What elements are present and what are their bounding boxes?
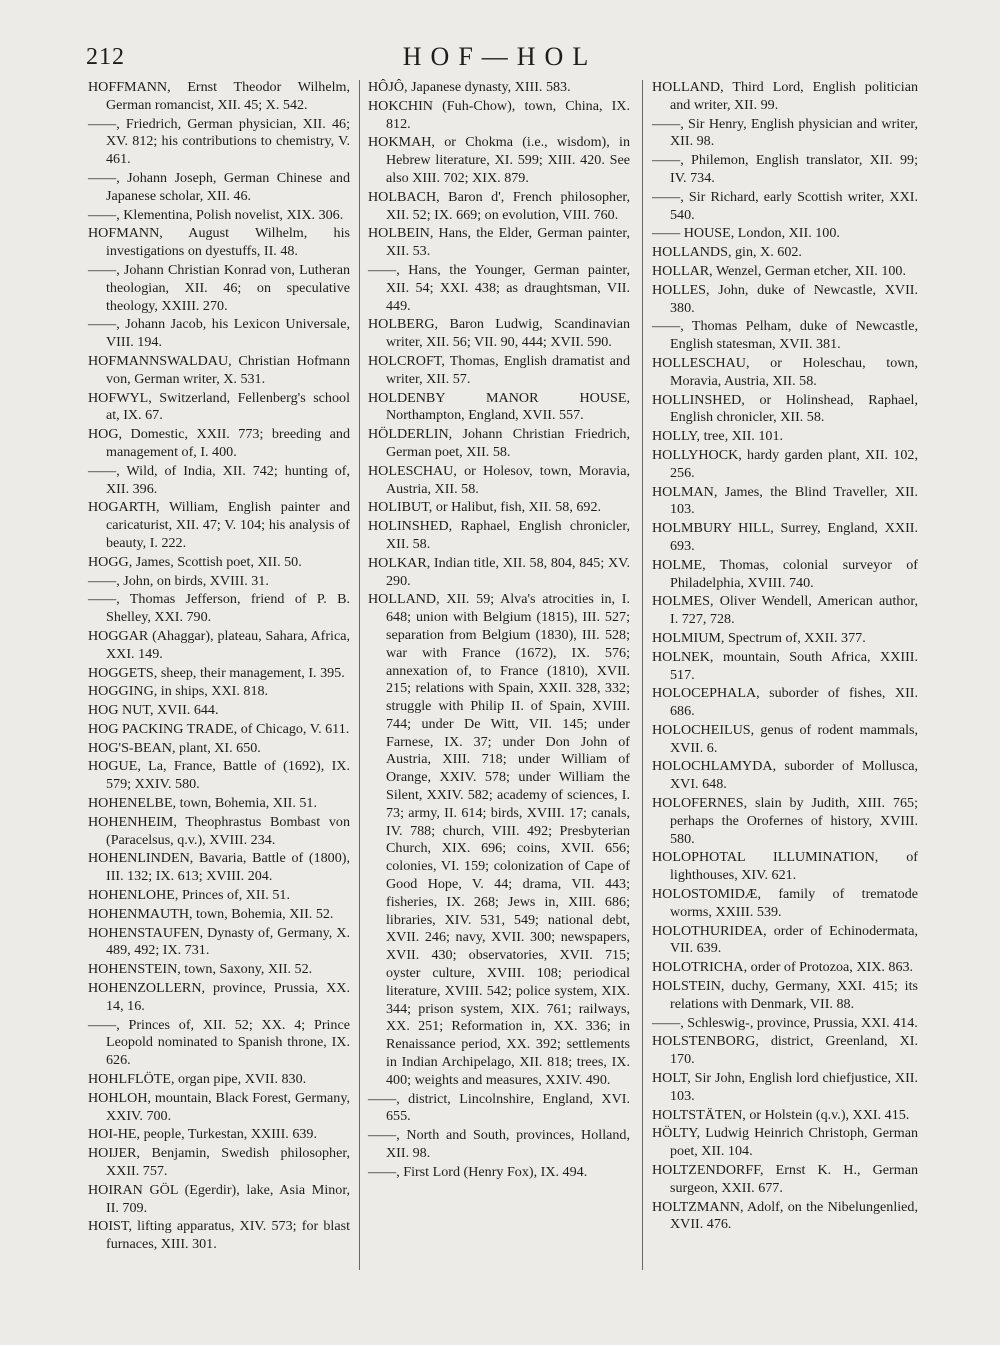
index-entry: HOLIBUT, or Halibut, fish, XII. 58, 692. (368, 499, 602, 516)
index-entry: HOLOCHEILUS, genus of rodent mammals, XVII. 6. (652, 721, 918, 756)
index-entry: HOLOPHOTAL ILLUMINATION, of lighthouses, XIV. 621. (652, 849, 918, 884)
index-entry: ——, Sir Richard, early Scottish writer, XXI. 540. (652, 188, 918, 223)
index-entry: HOG NUT, XVII. 644. (88, 702, 219, 719)
index-entry: —— HOUSE, London, XII. 100. (652, 225, 840, 242)
index-entry: HOIJER, Benjamin, Swedish philosopher, XXII. 757. (88, 1145, 350, 1180)
index-entry: HOFFMANN, Ernst Theodor Wilhelm, German romancist, XII. 45; X. 542. (88, 79, 350, 113)
index-entry: HOGARTH, William, English painter and caricaturist, XII. 47; V. 104; his analysis of beauty, I. 222. (88, 499, 350, 551)
index-entry: HOLOCHLAMYDA, suborder of Mollusca, XVI. 648. (652, 758, 918, 793)
running-head: HOF—HOL (402, 42, 598, 71)
index-entry: HOHENHEIM, Theophrastus Bombast von (Paracelsus, q.v.), XVIII. 234. (88, 813, 350, 848)
index-entry: HOLBEIN, Hans, the Elder, German painter, XII. 53. (368, 225, 630, 260)
index-entry: ——, Johann Joseph, German Chinese and Japanese scholar, XII. 46. (88, 169, 350, 204)
index-entry: HOHENELBE, town, Bohemia, XII. 51. (88, 795, 317, 812)
index-entry: ——, Hans, the Younger, German painter, XII. 54; XXI. 438; as draughtsman, VII. 449. (368, 261, 630, 314)
index-entry: HOLKAR, Indian title, XII. 58, 804, 845; XV. 290. (368, 554, 630, 589)
index-entry: HOHLOH, mountain, Black Forest, Germany, XXIV. 700. (88, 1089, 350, 1124)
index-entry: HOLTSTÄTEN, or Holstein (q.v.), XXI. 415. (652, 1106, 910, 1123)
index-entry: HOIRAN GÖL (Egerdir), lake, Asia Minor, II. 709. (88, 1181, 350, 1216)
index-entry: ——, Klementina, Polish novelist, XIX. 306. (88, 206, 344, 223)
index-entry: ——, John, on birds, XVIII. 31. (88, 572, 269, 589)
index-entry: ——, North and South, provinces, Holland, XII. 98. (368, 1127, 630, 1162)
index-entry: HOHLFLÖTE, organ pipe, XVII. 830. (88, 1071, 307, 1088)
index-column-2 (368, 79, 630, 1183)
index-entry: HOHENLINDEN, Bavaria, Battle of (1800), III. 132; IX. 613; XVIII. 204. (88, 850, 350, 885)
index-entry: ——, First Lord (Henry Fox), IX. 494. (368, 1163, 588, 1180)
index-column-1 (88, 79, 350, 1255)
index-entry: HOLME, Thomas, colonial surveyor of Philadelphia, XVIII. 740. (652, 556, 918, 591)
index-entry: HOLBERG, Baron Ludwig, Scandinavian writer, XII. 56; VII. 90, 444; XVII. 590. (368, 316, 630, 351)
index-entry: HOLESCHAU, or Holesov, town, Moravia, Austria, XII. 58. (368, 462, 630, 497)
index-entry: HOLTZENDORFF, Ernst K. H., German surgeon, XXII. 677. (652, 1162, 918, 1196)
index-entry: HOLT, Sir John, English lord chiefjustice, XII. 103. (652, 1070, 918, 1104)
index-entry: HOLINSHED, Raphael, English chronicler, XII. 58. (368, 518, 630, 552)
index-entry: ——, district, Lincolnshire, England, XVI. 655. (368, 1090, 630, 1125)
index-entry: ——, Sir Henry, English physician and writer, XII. 98. (652, 115, 918, 150)
index-entry: HOLMIUM, Spectrum of, XXII. 377. (652, 629, 866, 646)
index-entry: ——, Friedrich, German physician, XII. 46; XV. 812; his contributions to chemistry, V. 461. (88, 115, 350, 168)
index-entry: ——, Princes of, XII. 52; XX. 4; Prince Leopold nominated to Spanish throne, IX. 626. (88, 1016, 350, 1069)
index-entry: HOLLESCHAU, or Holeschau, town, Moravia, Austria, XII. 58. (652, 354, 918, 389)
index-entry: HOGGAR (Ahaggar), plateau, Sahara, Africa, XXI. 149. (88, 627, 350, 662)
index-entry: HOLMAN, James, the Blind Traveller, XII. 103. (652, 483, 918, 518)
page-number: 212 (86, 44, 125, 70)
index-entry: HOLLES, John, duke of Newcastle, XVII. 380. (652, 281, 918, 316)
index-entry: HOLSTEIN, duchy, Germany, XXI. 415; its relations with Denmark, VII. 88. (652, 978, 918, 1012)
index-entry: HOGGING, in ships, XXI. 818. (88, 683, 269, 700)
column-rule (359, 80, 360, 1270)
index-entry: HOHENSTAUFEN, Dynasty of, Germany, X. 489, 492; IX. 731. (88, 924, 350, 959)
index-entry: HOLLINSHED, or Holinshead, Raphael, English chronicler, XII. 58. (652, 391, 918, 426)
index-entry: HOG, Domestic, XXII. 773; breeding and management of, I. 400. (88, 426, 350, 460)
index-entry: HOLDENBY MANOR HOUSE, Northampton, England, XVII. 557. (368, 389, 630, 424)
index-entry: HOLNEK, mountain, South Africa, XXIII. 517. (652, 648, 918, 683)
index-entry: ——, Philemon, English translator, XII. 99; IV. 734. (652, 152, 918, 186)
index-entry: HOLOCEPHALA, suborder of fishes, XII. 686. (652, 685, 918, 720)
index-entry: HOIST, lifting apparatus, XIV. 573; for blast furnaces, XIII. 301. (88, 1218, 350, 1253)
index-entry: HOLLYHOCK, hardy garden plant, XII. 102, 256. (652, 446, 918, 481)
index-entry: HOLSTENBORG, district, Greenland, XI. 170. (652, 1033, 918, 1068)
index-entry: HOLLAND, XII. 59; Alva's atrocities in, I. 648; union with Belgium (1815), III. 527; separation from Belgium (1830), III. 528; war with France (1672), IX. 576; annexation of, to France (1810), XVII. 215; relations with Spain, XXII. 328, 332; struggle with Philip II. of Spain, XVIII. 744; under De Witt, VII. 145; under Farnese, IX. 37; under Don John of Austria, XIII. 718; under William of Orange, XXIV. 578; under William the Silent, XXIV. 582; academy of sciences, I. 73; army, II. 614; birds, XVIII. 17; canals, IV. 788; church, VIII. 492; Presbyterian Church, XIX. 696; coins, XVII. 656; colonies, VI. 159; colonization of Cape of Good Hope, V. 44; drama, VII. 443; fisheries, IX. 268; Jews in, XIII. 686; libraries, XIV. 531, 549; national debt, XVII. 246; navy, XVII. 300; newspapers, XVII. 430; observatories, XVII. 715; oyster culture, XVIII. 108; periodical literature, XVIII. 542; police system, XIX. 344; prison system, XIX. 761; railways, XX. 251; Reformation in, XX. 336; in Renaissance period, XX. 392; settlements in Indian Archipelago, XII. 818; trees, IX. 400; weights and measures, XXIV. 490. (368, 591, 630, 1088)
index-entry: HOLOTHURIDEA, order of Echinodermata, VII. 639. (652, 922, 918, 957)
index-entry: ——, Schleswig-, province, Prussia, XXI. 414. (652, 1014, 918, 1031)
index-column-3 (652, 79, 918, 1235)
index-entry: HOHENSTEIN, town, Saxony, XII. 52. (88, 961, 313, 978)
index-entry: HOLMBURY HILL, Surrey, England, XXII. 693. (652, 520, 918, 554)
index-entry: HOHENMAUTH, town, Bohemia, XII. 52. (88, 905, 334, 922)
index-entry: HOLLY, tree, XII. 101. (652, 428, 784, 445)
index-entry: HOFMANNSWALDAU, Christian Hofmann von, German writer, X. 531. (88, 352, 350, 387)
index-entry: HOLTZMANN, Adolf, on the Nibelungenlied, XVII. 476. (652, 1198, 918, 1233)
index-entry: HOKCHIN (Fuh-Chow), town, China, IX. 812. (368, 97, 630, 132)
index-entry: HÖLDERLIN, Johann Christian Friedrich, German poet, XII. 58. (368, 426, 630, 460)
index-entry: ——, Johann Jacob, his Lexicon Universale, VIII. 194. (88, 316, 350, 351)
index-entry: HOLOTRICHA, order of Protozoa, XIX. 863. (652, 959, 914, 976)
column-rule (642, 80, 643, 1270)
index-entry: HOFMANN, August Wilhelm, his investigations on dyestuffs, II. 48. (88, 225, 350, 260)
index-entry: HOHENLOHE, Princes of, XII. 51. (88, 887, 290, 904)
index-entry: HOI-HE, people, Turkestan, XXIII. 639. (88, 1126, 317, 1143)
index-entry: HÔJÔ, Japanese dynasty, XIII. 583. (368, 79, 571, 95)
index-entry: HOLMES, Oliver Wendell, American author, I. 727, 728. (652, 593, 918, 628)
index-entry: HOGUE, La, France, Battle of (1692), IX. 579; XXIV. 580. (88, 758, 350, 793)
index-entry: ——, Thomas Pelham, duke of Newcastle, English statesman, XVII. 381. (652, 318, 918, 353)
index-entry: HOHENZOLLERN, province, Prussia, XX. 14, 16. (88, 980, 350, 1014)
index-entry: HOLLANDS, gin, X. 602. (652, 244, 802, 261)
index-entry: HOLCROFT, Thomas, English dramatist and writer, XII. 57. (368, 352, 630, 387)
index-entry: ——, Wild, of India, XII. 742; hunting of, XII. 396. (88, 462, 350, 497)
index-entry: HOG'S-BEAN, plant, XI. 650. (88, 739, 261, 756)
index-entry: HOLOSTOMIDÆ, family of trematode worms, XXIII. 539. (652, 886, 918, 920)
index-entry: HOLLAR, Wenzel, German etcher, XII. 100. (652, 262, 906, 279)
index-entry: HOG PACKING TRADE, of Chicago, V. 611. (88, 720, 350, 737)
index-entry: HOLLAND, Third Lord, English politician and writer, XII. 99. (652, 79, 918, 113)
index-entry: HOGG, James, Scottish poet, XII. 50. (88, 553, 302, 570)
index-entry: ——, Johann Christian Konrad von, Lutheran theologian, XII. 46; on speculative theology, XXIII. 270. (88, 261, 350, 314)
index-entry: HOFWYL, Switzerland, Fellenberg's school at, IX. 67. (88, 389, 350, 424)
index-entry: ——, Thomas Jefferson, friend of P. B. Shelley, XXI. 790. (88, 591, 350, 626)
index-entry: HOLOFERNES, slain by Judith, XIII. 765; perhaps the Orofernes of history, XVIII. 580. (652, 795, 918, 847)
index-entry: HOLBACH, Baron d', French philosopher, XII. 52; IX. 669; on evolution, VIII. 760. (368, 188, 630, 223)
index-entry: HOGGETS, sheep, their management, I. 395. (88, 664, 345, 681)
index-entry: HÖLTY, Ludwig Heinrich Christoph, German poet, XII. 104. (652, 1125, 918, 1160)
index-entry: HOKMAH, or Chokma (i.e., wisdom), in Hebrew literature, XI. 599; XIII. 420. See also XIII. 702; XIX. 879. (368, 134, 630, 186)
